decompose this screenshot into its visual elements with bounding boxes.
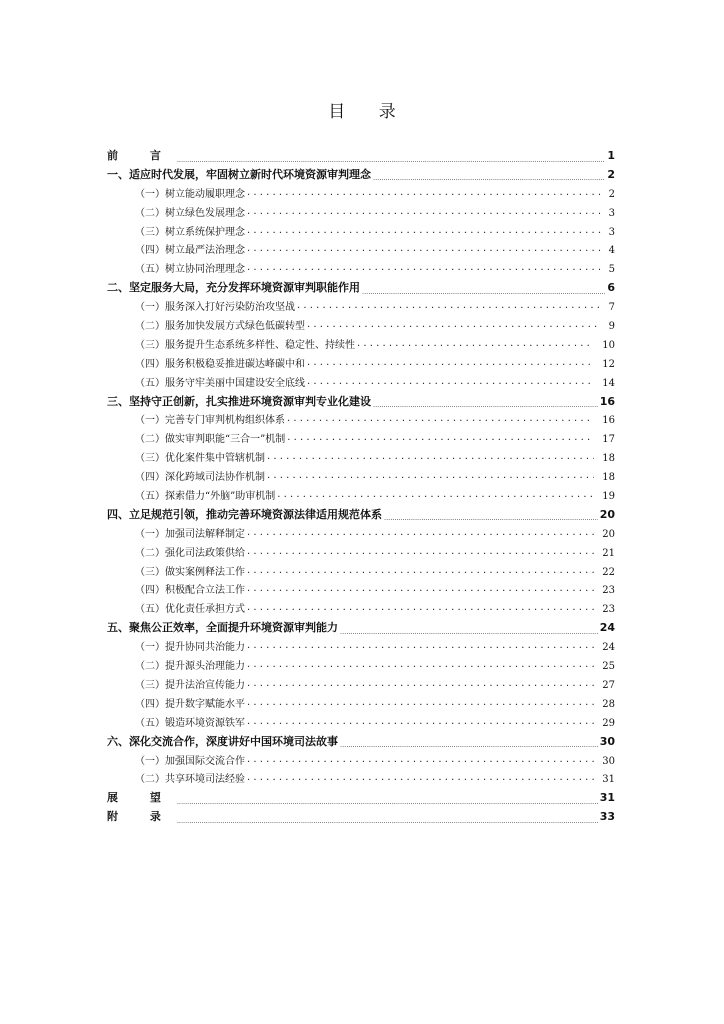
toc-entry-label: 二、坚定服务大局，充分发挥环境资源审判职能作用 xyxy=(107,281,360,295)
toc-dot-leader xyxy=(307,319,601,329)
toc-page-number: 20 xyxy=(599,507,615,521)
toc-dot-leader xyxy=(247,640,594,650)
toc-page-number: 12 xyxy=(602,358,615,370)
toc-chapter-entry[interactable] xyxy=(107,808,615,827)
toc-entry-label: 六、深化交流合作，深度讲好中国环境司法故事 xyxy=(107,734,338,748)
toc-dot-leader xyxy=(247,754,594,764)
toc-dot-leader xyxy=(287,413,594,423)
toc-page-number: 16 xyxy=(602,415,615,427)
toc-entry-label: （二）强化司法政策供给 xyxy=(135,547,245,559)
toc-section-entry[interactable] xyxy=(107,204,615,223)
toc-section-entry[interactable] xyxy=(107,185,615,204)
toc-page-number: 22 xyxy=(602,566,615,578)
toc-page-number: 20 xyxy=(602,528,615,540)
toc-entry-label: 五、聚焦公正效率，全面提升环境资源审判能力 xyxy=(107,621,338,635)
toc-entry-label: （四）树立最严法治理念 xyxy=(135,245,245,257)
toc-dot-leader xyxy=(247,697,594,707)
toc-page-number: 5 xyxy=(608,264,615,276)
toc-dot-leader xyxy=(287,432,594,442)
toc-page-number: 21 xyxy=(602,547,615,559)
toc-entry-label: （四）积极配合立法工作 xyxy=(135,585,245,597)
toc-dot-leader xyxy=(297,300,601,310)
toc-entry-label: （一）加强国际交流合作 xyxy=(135,755,245,767)
toc-page-number: 23 xyxy=(602,585,615,597)
toc-section-entry[interactable] xyxy=(107,223,615,242)
toc-chapter-entry[interactable] xyxy=(107,166,615,185)
toc-dot-leader xyxy=(247,678,594,688)
toc-page-number: 18 xyxy=(602,472,615,484)
toc-dot-leader xyxy=(277,489,594,499)
toc-entry-label: （一）完善专门审判机构组织体系 xyxy=(135,415,285,427)
toc-section-entry[interactable] xyxy=(107,638,615,657)
toc-dot-leader xyxy=(247,225,601,235)
toc-section-entry[interactable] xyxy=(107,770,615,789)
toc-dot-leader xyxy=(373,174,605,181)
toc-page-number: 7 xyxy=(608,302,615,314)
toc-dot-leader xyxy=(177,156,606,163)
toc-page-number: 33 xyxy=(599,810,615,824)
toc-entry-label: （二）树立绿色发展理念 xyxy=(135,207,245,219)
toc-entry-label: （三）做实案例释法工作 xyxy=(135,566,245,578)
toc-entry-label: 展 望 xyxy=(107,791,175,805)
toc-entry-label: （四）服务积极稳妥推进碳达峰碳中和 xyxy=(135,358,305,370)
toc-section-entry[interactable] xyxy=(107,374,615,393)
toc-dot-leader xyxy=(247,565,594,575)
toc-page-number: 23 xyxy=(602,604,615,616)
toc-page-number: 24 xyxy=(599,621,615,635)
toc-page-number: 10 xyxy=(602,339,615,351)
toc-section-entry[interactable] xyxy=(107,695,615,714)
toc-dot-leader xyxy=(247,659,594,669)
page-title: 目 录 xyxy=(328,102,410,122)
toc-section-entry[interactable] xyxy=(107,714,615,733)
toc-section-entry[interactable] xyxy=(107,449,615,468)
toc-dot-leader xyxy=(357,338,594,348)
toc-entry-label: （三）优化案件集中管辖机制 xyxy=(135,453,265,465)
toc-dot-leader xyxy=(247,602,594,612)
toc-dot-leader xyxy=(373,401,598,408)
toc-page-number: 9 xyxy=(608,321,615,333)
toc-dot-leader xyxy=(247,546,594,556)
toc-page-number: 16 xyxy=(599,394,615,408)
toc-dot-leader xyxy=(267,470,594,480)
toc-dot-leader xyxy=(267,451,594,461)
toc-dot-leader xyxy=(362,288,605,295)
toc-page-number: 27 xyxy=(602,679,615,691)
toc-section-entry[interactable] xyxy=(107,600,615,619)
toc-section-entry[interactable] xyxy=(107,430,615,449)
toc-section-entry[interactable] xyxy=(107,657,615,676)
toc-page-number: 30 xyxy=(599,734,615,748)
toc-dot-leader xyxy=(340,628,598,635)
toc-entry-label: （二）提升源头治理能力 xyxy=(135,661,245,673)
toc-entry-label: （二）做实审判职能“三合一”机制 xyxy=(135,434,286,446)
toc-page-number: 30 xyxy=(602,755,615,767)
toc-page-number: 31 xyxy=(602,774,615,786)
toc-page-number: 14 xyxy=(602,377,615,389)
toc-entry-label: （一）服务深入打好污染防治攻坚战 xyxy=(135,302,295,314)
toc-section-entry[interactable] xyxy=(107,298,615,317)
toc-chapter-entry[interactable] xyxy=(107,733,615,752)
toc-section-entry[interactable] xyxy=(107,487,615,506)
toc-entry-label: （二）共享环境司法经验 xyxy=(135,774,245,786)
toc-section-entry[interactable] xyxy=(107,525,615,544)
toc-page-number: 4 xyxy=(608,245,615,257)
toc-page-number: 2 xyxy=(608,188,615,200)
table-of-contents xyxy=(107,147,615,827)
toc-entry-label: （三）服务提升生态系统多样性、稳定性、持续性 xyxy=(135,339,355,351)
toc-chapter-entry[interactable] xyxy=(107,506,615,525)
toc-dot-leader xyxy=(247,772,594,782)
toc-entry-label: （四）深化跨域司法协作机制 xyxy=(135,472,265,484)
toc-dot-leader xyxy=(177,817,598,824)
toc-dot-leader xyxy=(247,583,594,593)
toc-dot-leader xyxy=(247,262,601,272)
toc-page-number: 29 xyxy=(602,717,615,729)
toc-entry-label: 三、坚持守正创新，扎实推进环境资源审判专业化建设 xyxy=(107,394,371,408)
toc-page-number: 25 xyxy=(602,661,615,673)
toc-page-number: 31 xyxy=(599,791,615,805)
toc-entry-label: （五）服务守牢美丽中国建设安全底线 xyxy=(135,377,305,389)
toc-page-number: 24 xyxy=(602,642,615,654)
toc-dot-leader xyxy=(247,187,601,197)
toc-entry-label: 前 言 xyxy=(107,149,175,162)
toc-page-number: 28 xyxy=(602,698,615,710)
toc-entry-label: （三）树立系统保护理念 xyxy=(135,226,245,238)
toc-page-number: 1 xyxy=(607,149,615,162)
toc-page-number: 6 xyxy=(607,281,615,295)
toc-section-entry[interactable] xyxy=(107,544,615,563)
toc-chapter-entry[interactable] xyxy=(107,619,615,638)
toc-dot-leader xyxy=(247,527,594,537)
toc-section-entry[interactable] xyxy=(107,355,615,374)
toc-entry-label: 附 录 xyxy=(107,810,175,824)
toc-section-entry[interactable] xyxy=(107,581,615,600)
toc-page-number: 18 xyxy=(602,453,615,465)
toc-entry-label: （一）加强司法解释制定 xyxy=(135,528,245,540)
toc-chapter-entry[interactable] xyxy=(107,147,615,166)
toc-entry-label: （五）优化责任承担方式 xyxy=(135,604,245,616)
toc-entry-label: 四、立足规范引领，推动完善环境资源法律适用规范体系 xyxy=(107,507,382,521)
toc-page-number: 17 xyxy=(602,434,615,446)
toc-chapter-entry[interactable] xyxy=(107,789,615,808)
toc-section-entry[interactable] xyxy=(107,563,615,582)
toc-section-entry[interactable] xyxy=(107,468,615,487)
toc-entry-label: （五）树立协同治理理念 xyxy=(135,264,245,276)
toc-entry-label: （四）提升数字赋能水平 xyxy=(135,698,245,710)
toc-chapter-entry[interactable] xyxy=(107,393,615,412)
toc-dot-leader xyxy=(384,514,598,521)
toc-entry-label: 一、适应时代发展，牢固树立新时代环境资源审判理念 xyxy=(107,167,371,181)
toc-section-entry[interactable] xyxy=(107,336,615,355)
toc-entry-label: （五）探索借力“外脑”助审机制 xyxy=(135,491,276,503)
toc-entry-label: （一）提升协同共治能力 xyxy=(135,642,245,654)
toc-section-entry[interactable] xyxy=(107,676,615,695)
toc-dot-leader xyxy=(177,798,598,805)
toc-section-entry[interactable] xyxy=(107,241,615,260)
toc-dot-leader xyxy=(307,357,594,367)
toc-section-entry[interactable] xyxy=(107,260,615,279)
toc-dot-leader xyxy=(247,716,594,726)
toc-page-number: 19 xyxy=(602,491,615,503)
toc-chapter-entry[interactable] xyxy=(107,279,615,298)
toc-section-entry[interactable] xyxy=(107,752,615,771)
toc-entry-label: （一）树立能动履职理念 xyxy=(135,188,245,200)
toc-dot-leader xyxy=(307,376,594,386)
toc-section-entry[interactable] xyxy=(107,411,615,430)
toc-page-number: 3 xyxy=(608,207,615,219)
toc-section-entry[interactable] xyxy=(107,317,615,336)
toc-entry-label: （五）锻造环境资源铁军 xyxy=(135,717,245,729)
toc-page-number: 2 xyxy=(607,167,615,181)
toc-page-number: 3 xyxy=(608,226,615,238)
toc-dot-leader xyxy=(247,206,601,216)
toc-dot-leader xyxy=(340,741,598,748)
toc-dot-leader xyxy=(247,243,601,253)
toc-entry-label: （三）提升法治宣传能力 xyxy=(135,679,245,691)
toc-entry-label: （二）服务加快发展方式绿色低碳转型 xyxy=(135,321,305,333)
